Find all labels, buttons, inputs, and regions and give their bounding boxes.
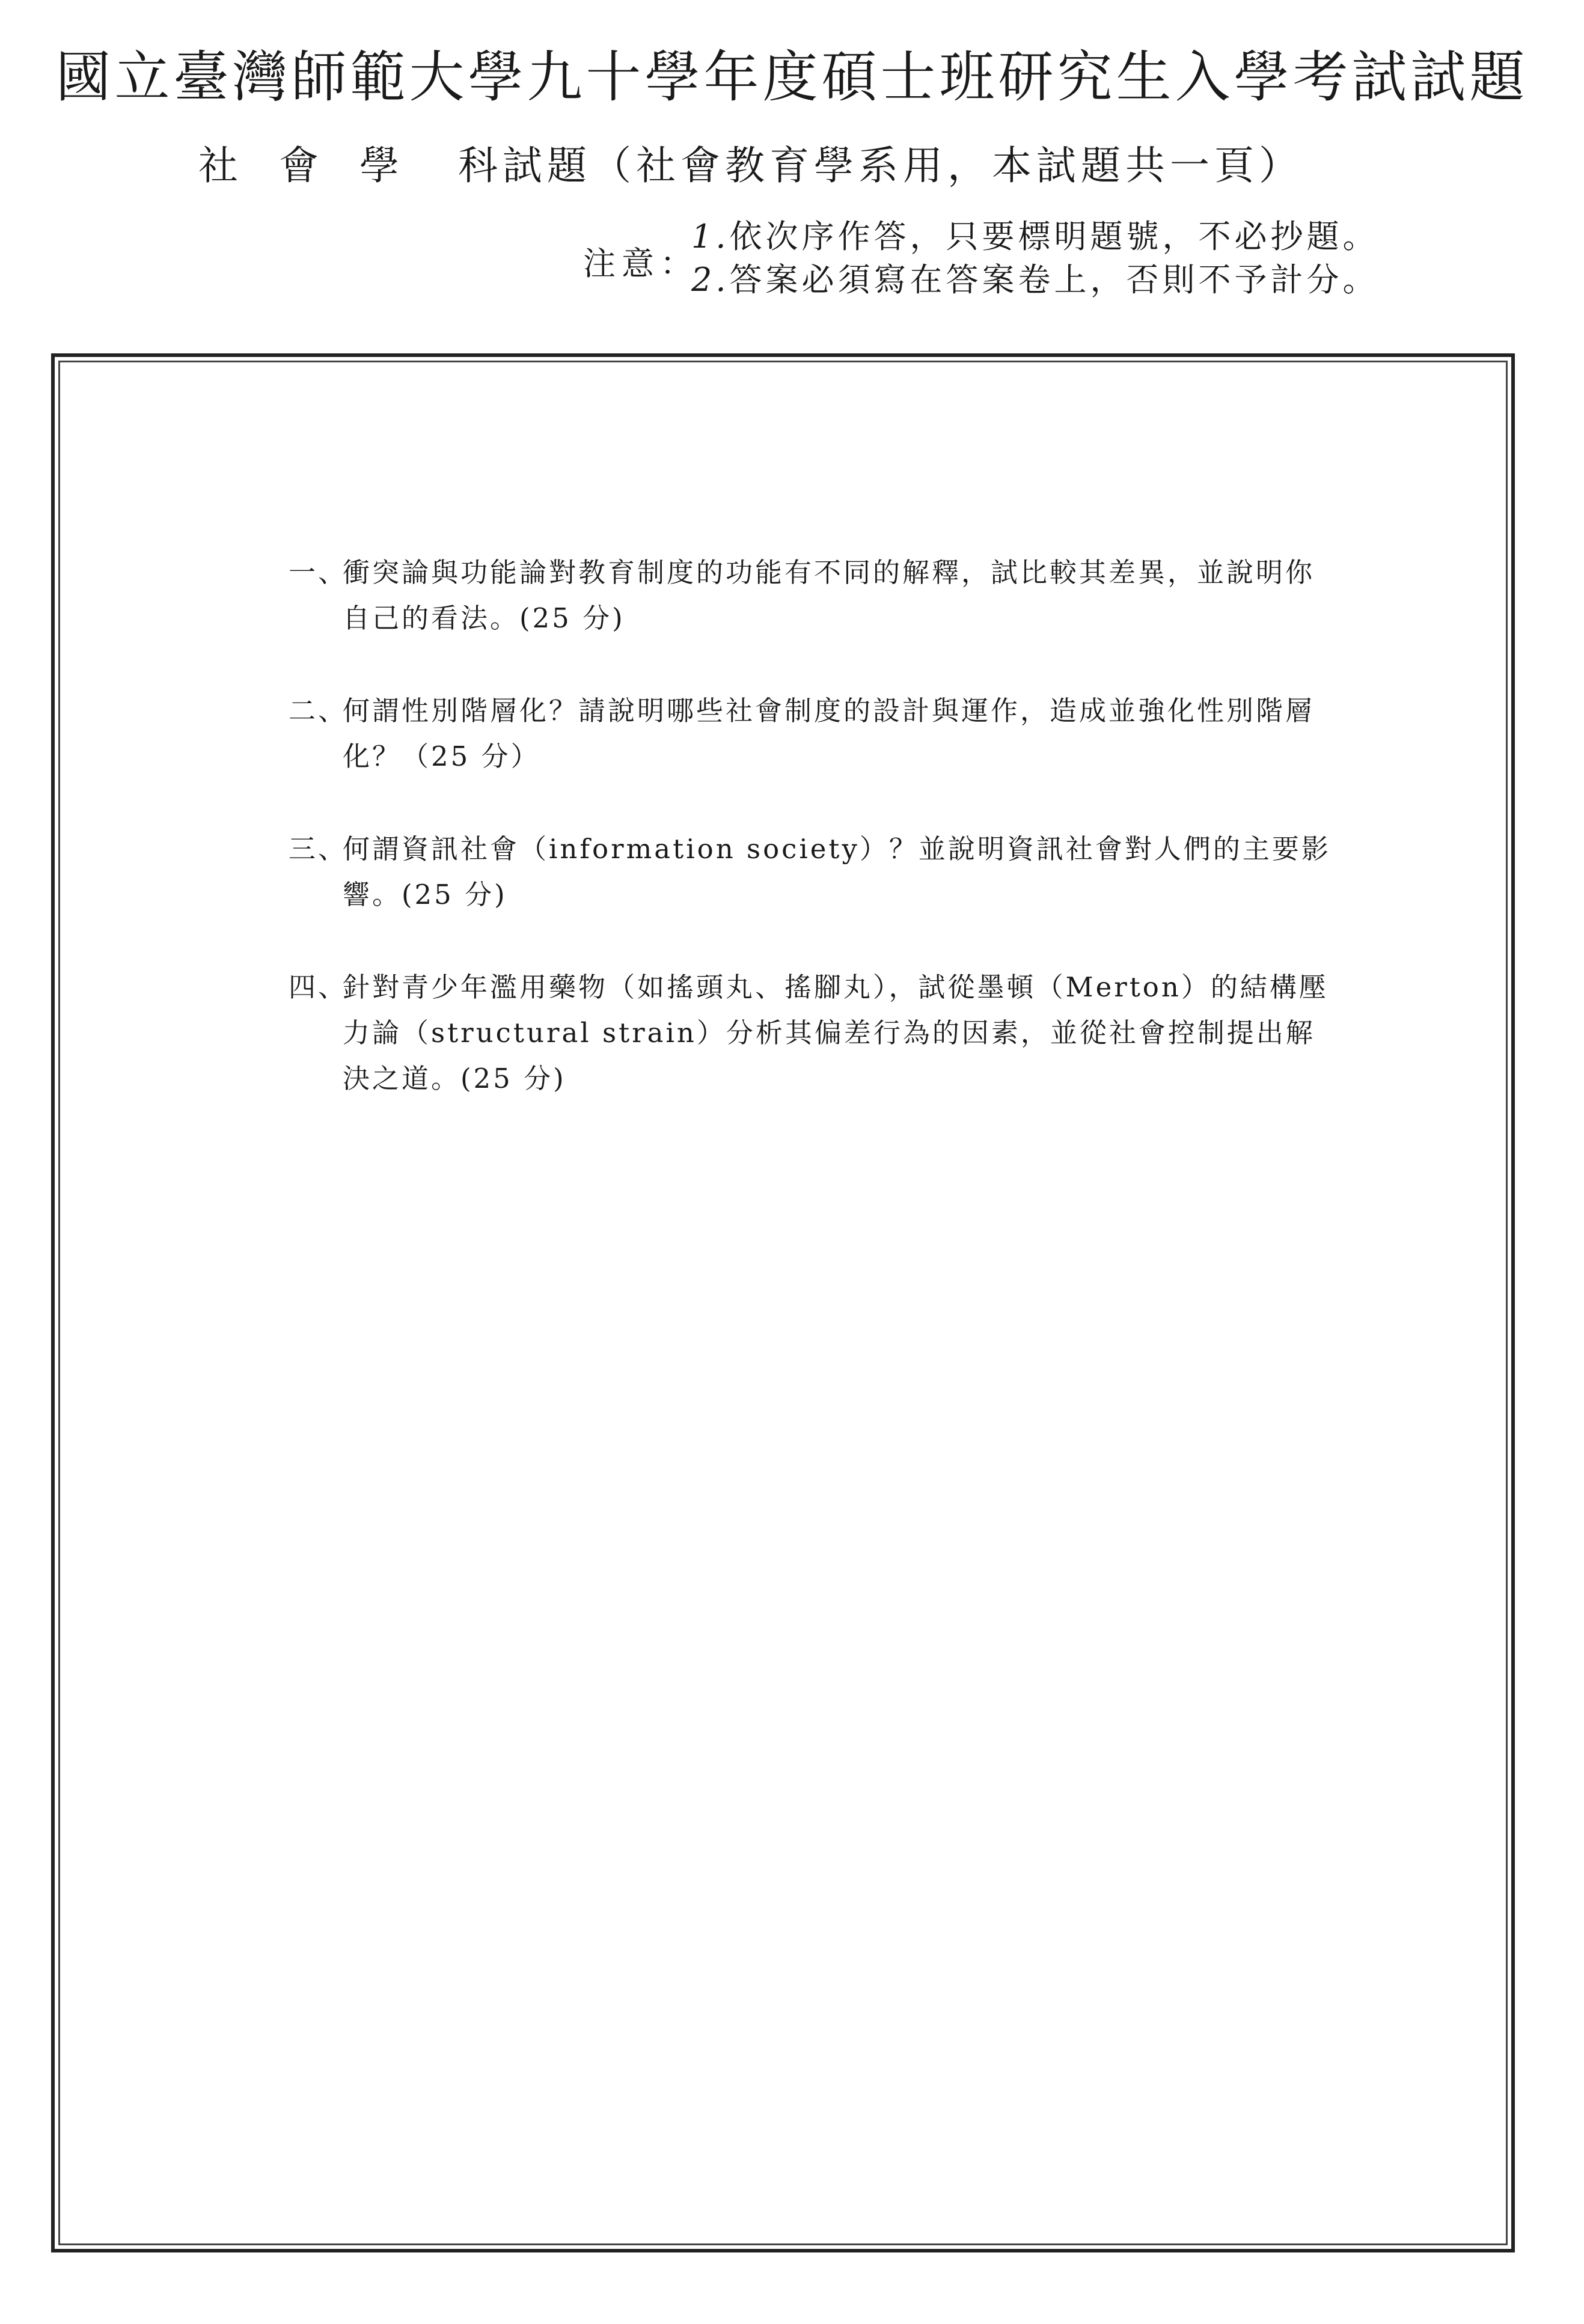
subject-description: 科試題（社會教育學系用，本試題共一頁） <box>458 142 1303 189</box>
question-item <box>289 965 1359 1102</box>
question-text <box>289 550 1359 641</box>
question-item <box>289 688 1359 779</box>
notice-label: 注意： <box>583 245 699 282</box>
question-item <box>289 550 1359 641</box>
question-list <box>289 550 1359 1148</box>
notice-item-number: 2. <box>691 261 730 299</box>
notice-item <box>691 258 1379 302</box>
question-line: 衝突論與功能論對教育制度的功能有不同的解釋，試比較其差異，並說明你 <box>343 557 1315 588</box>
question-line: 針對青少年濫用藥物（如搖頭丸、搖腳丸），試從墨頓（Merton）的結構壓 <box>343 971 1329 1003</box>
question-line: 決之道。(25 分) <box>343 1063 566 1094</box>
notice-item-text: 答案必須寫在答案卷上，否則不予計分。 <box>729 261 1379 299</box>
question-number: 四、 <box>289 971 348 1003</box>
subject-line <box>198 133 1303 191</box>
question-text <box>289 965 1359 1102</box>
exam-header-title: 國立臺灣師範大學九十學年度碩士班研究生入學考試試題 <box>55 45 1529 109</box>
subject-name: 社會學 <box>198 142 440 189</box>
notice-item <box>691 215 1379 258</box>
notice-item-number: 1. <box>691 218 730 255</box>
question-number: 一、 <box>289 557 348 588</box>
question-number: 二、 <box>289 695 348 727</box>
question-line: 何謂性別階層化？請說明哪些社會制度的設計與運作，造成並強化性別階層 <box>343 695 1315 727</box>
question-text <box>289 688 1359 779</box>
notice-item-text: 依次序作答，只要標明題號，不必抄題。 <box>729 218 1379 255</box>
question-number: 三、 <box>289 833 348 865</box>
question-line: 化？（25 分） <box>343 740 540 772</box>
question-text <box>289 826 1359 918</box>
notice-list <box>691 215 1379 302</box>
question-line: 自己的看法。(25 分) <box>343 602 625 634</box>
question-line: 力論（structural strain）分析其偏差行為的因素，並從社會控制提出解 <box>343 1017 1315 1049</box>
question-line: 響。(25 分) <box>343 879 507 910</box>
question-item <box>289 826 1359 918</box>
question-line: 何謂資訊社會（information society）？並說明資訊社會對人們的主要影 <box>343 833 1331 865</box>
